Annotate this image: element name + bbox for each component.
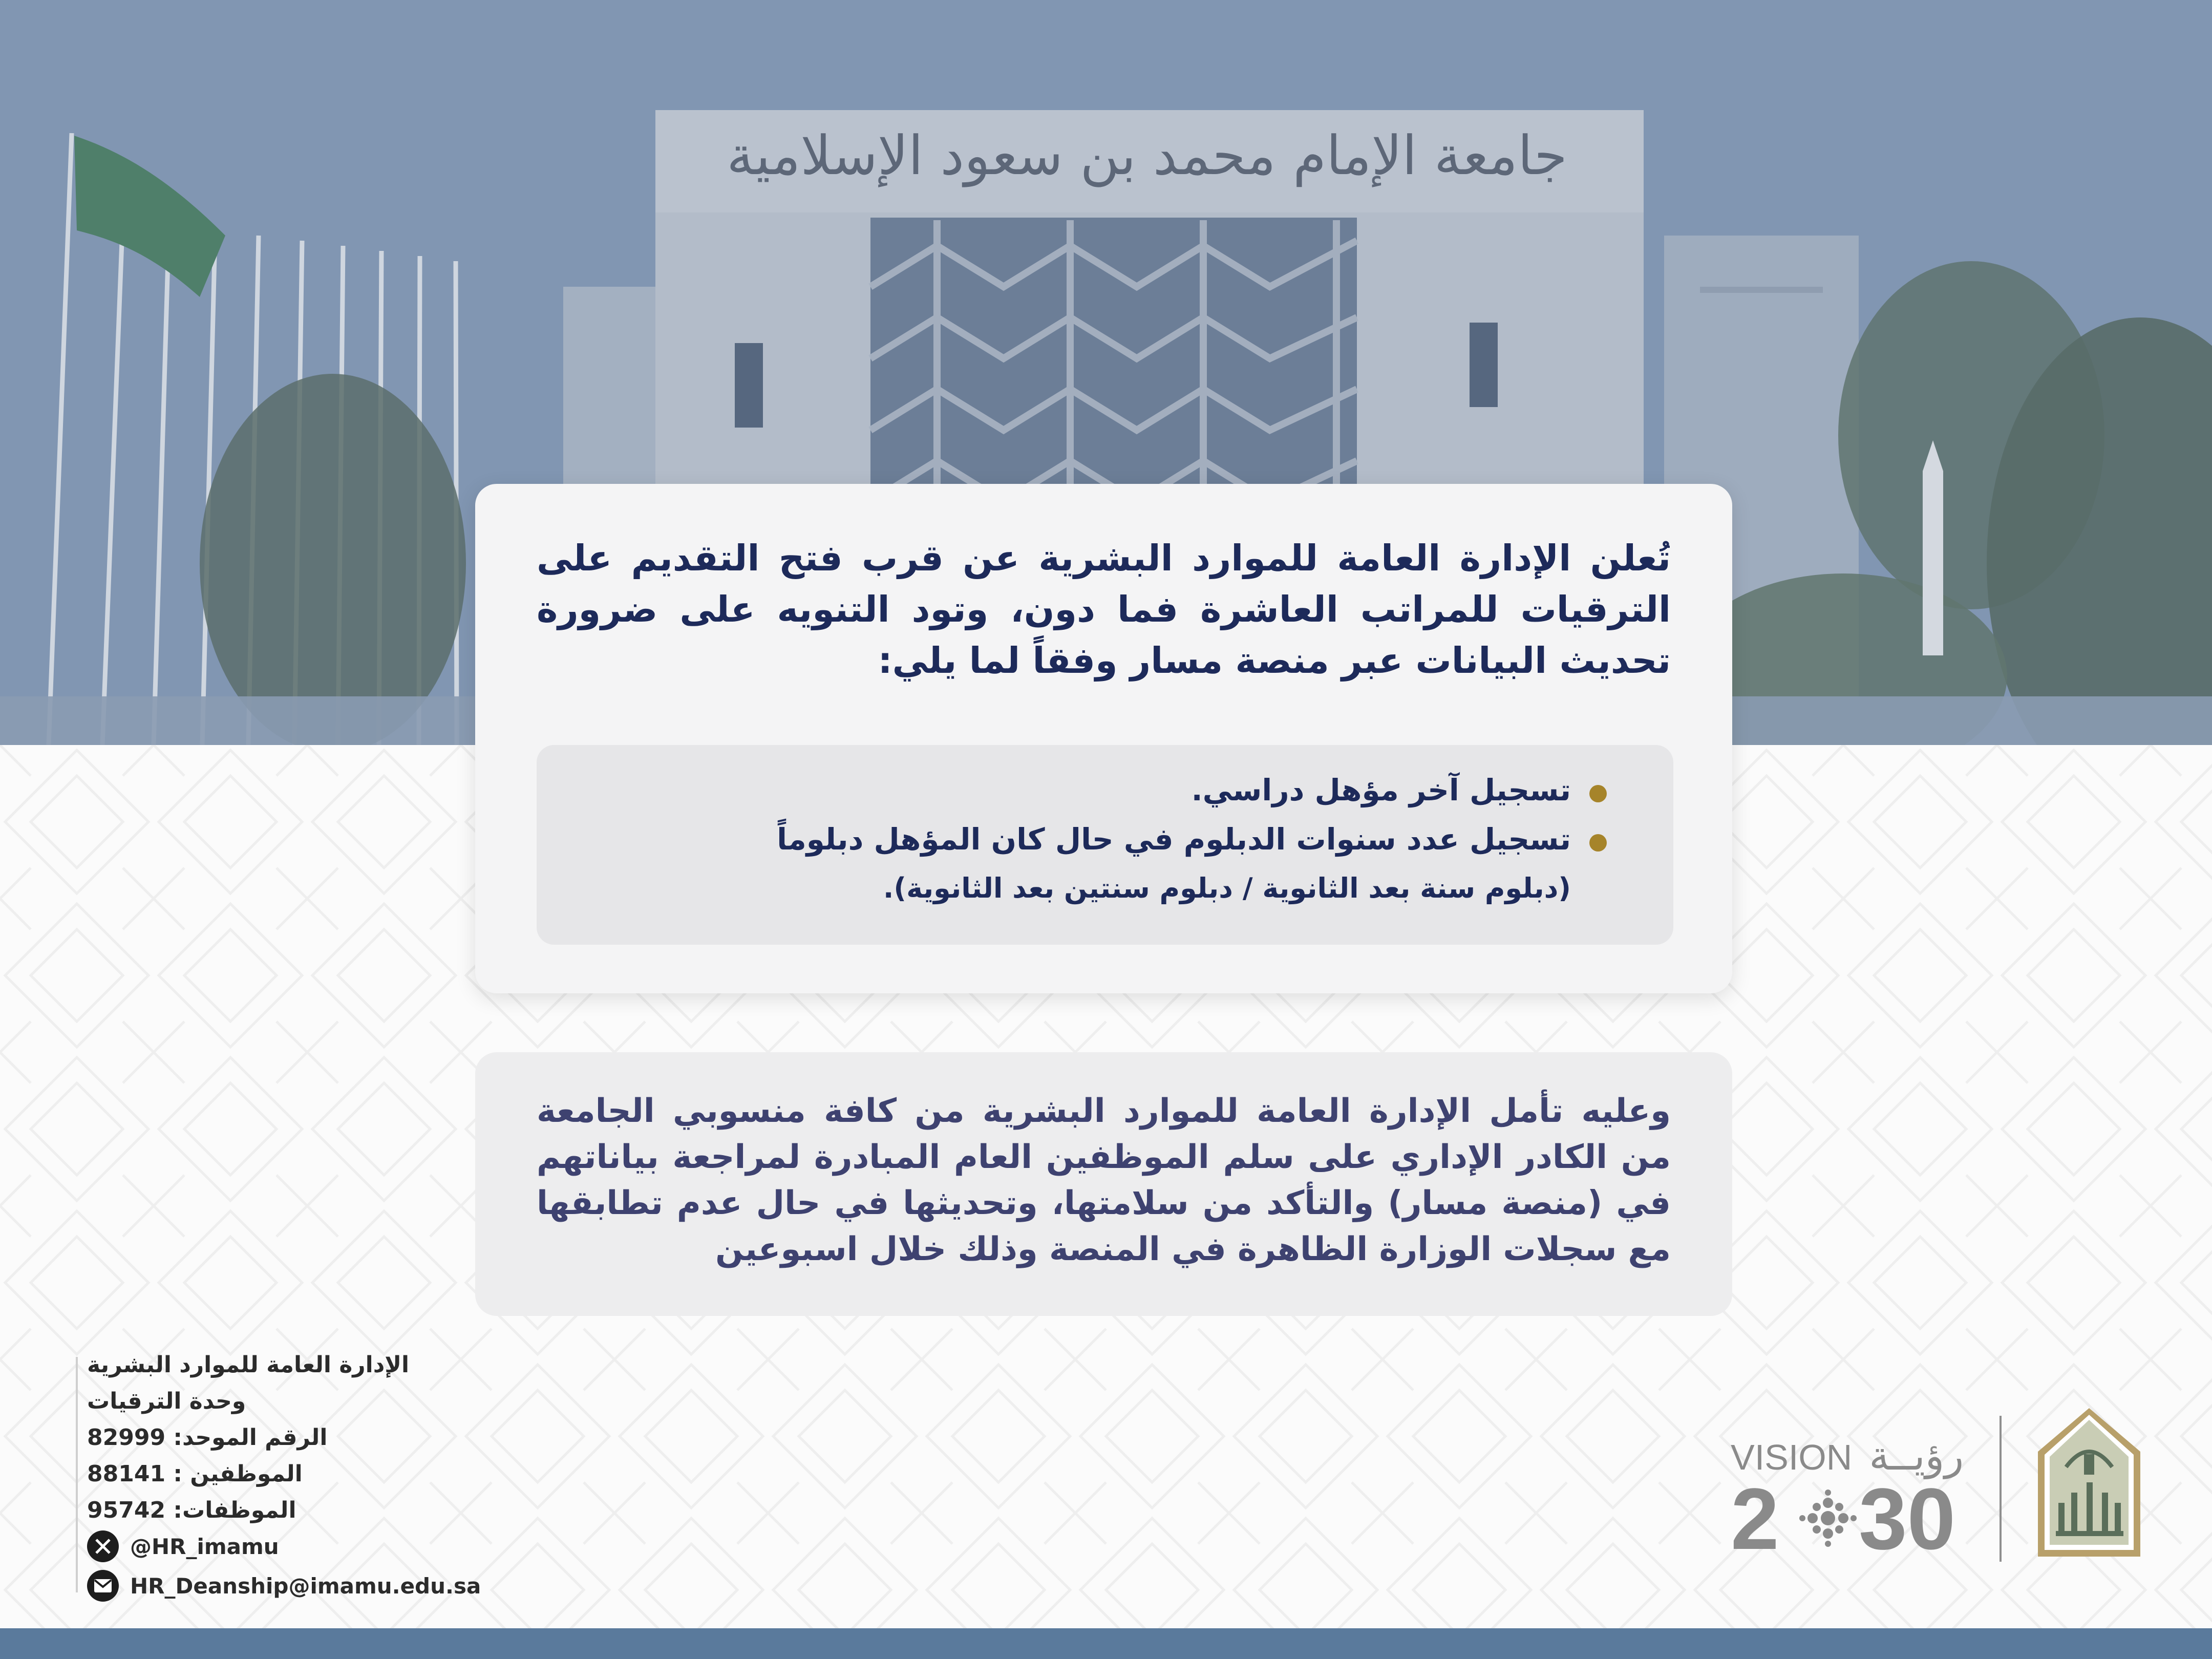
requirement-text: تسجيل آخر مؤهل دراسي. — [1191, 773, 1571, 807]
bottom-bar — [0, 1628, 2212, 1659]
unit-name: وحدة الترقيات — [87, 1388, 246, 1414]
mail-icon — [87, 1570, 119, 1602]
vision-dots-icon — [1799, 1490, 1857, 1547]
male-staff-number: الموظفين : 88141 — [87, 1461, 303, 1487]
twitter-handle: @HR_imamu — [130, 1534, 279, 1559]
footer-divider — [76, 1357, 78, 1592]
x-twitter-icon — [87, 1530, 119, 1562]
bullet-dot-icon — [1589, 785, 1607, 802]
bullet-dot-icon — [1589, 834, 1607, 852]
announcement-intro: تُعلن الإدارة العامة للموارد البشرية عن قرب فتح التقديم على الترقيات للمراتب العاشرة فما دون، وتود التنويه على ضرورة تحديث البيانات عبر منصة مسار وفقاً لما يلي: — [537, 537, 1671, 682]
vision-arabic: رؤيــة — [1869, 1433, 1964, 1479]
list-item — [634, 815, 1607, 913]
logo-divider — [2000, 1416, 2002, 1562]
email-address: HR_Deanship@imamu.edu.sa — [130, 1573, 481, 1599]
appeal-card — [475, 1052, 1732, 1316]
twitter-link[interactable] — [87, 1528, 279, 1564]
female-staff-number: الموظفات: 95742 — [87, 1497, 296, 1523]
gate-inscription: جامعة الإمام محمد بن سعود الإسلامية — [727, 124, 1567, 187]
email-link[interactable] — [87, 1568, 481, 1604]
announcement-card — [475, 484, 1732, 993]
contact-info — [87, 1347, 445, 1528]
vision-2030-logo — [1731, 1429, 1971, 1572]
list-item — [634, 765, 1607, 815]
requirements-list — [634, 765, 1607, 913]
vision-english: VISION — [1731, 1437, 1853, 1477]
vision-year-2: 2 — [1731, 1471, 1779, 1568]
appeal-text: وعليه تأمل الإدارة العامة للموارد البشرية من كافة منسوبي الجامعة من الكادر الإداري على سلم الموظفين العام المبادرة لمراجعة بياناتهم في (منصة مسار) والتأكد من سلامتها، وتحديثها في حال عدم تطابقها مع سجلات الوزارة الظاهرة في المنصة وذلك خلال اسبوعين — [537, 1092, 1671, 1268]
department-name: الإدارة العامة للموارد البشرية — [87, 1352, 410, 1378]
vision-year-30: 30 — [1859, 1471, 1956, 1568]
requirements-box — [537, 745, 1673, 945]
university-emblem-icon — [2035, 1406, 2143, 1559]
requirement-text: تسجيل عدد سنوات الدبلوم في حال كان المؤهل دبلوماً — [777, 822, 1571, 857]
requirement-note: (دبلوم سنة بعد الثانوية / دبلوم سنتين بعد الثانوية). — [883, 872, 1571, 904]
unified-number: الرقم الموحد: 82999 — [87, 1424, 328, 1451]
